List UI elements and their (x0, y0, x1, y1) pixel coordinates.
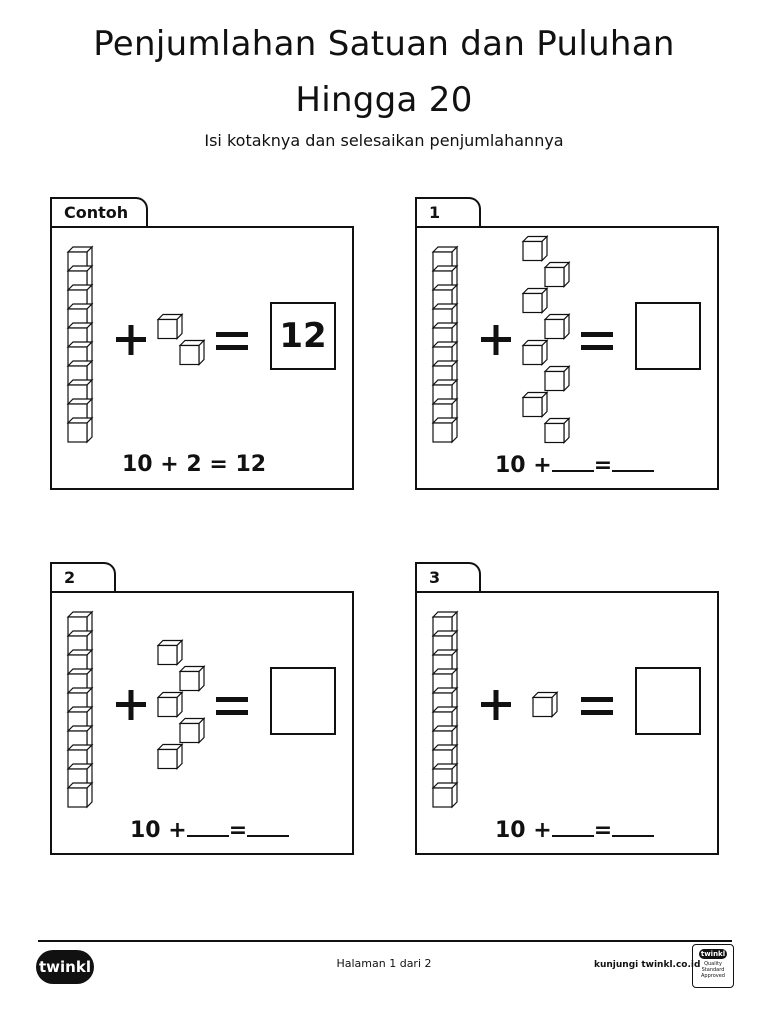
ones-cubes (523, 237, 569, 443)
plus-sign (481, 325, 511, 355)
answer-box[interactable] (270, 667, 336, 735)
card-example (50, 226, 354, 490)
plus-sign (116, 690, 146, 720)
page-title-line-2: Hingga 20 (295, 80, 473, 120)
tab-3: 3 (415, 562, 481, 592)
page-number: Halaman 1 dari 2 (336, 957, 432, 970)
equals-sign (216, 697, 248, 715)
answer-box[interactable]: 12 (270, 302, 336, 370)
equals-sign (581, 332, 613, 350)
quality-seal-icon: twinkl Quality Standard Approved (692, 944, 734, 988)
blank-ones[interactable] (552, 817, 594, 837)
blank-result[interactable] (612, 452, 654, 472)
card-1 (415, 226, 719, 490)
ones-cubes (158, 641, 204, 769)
ones-cubes (158, 315, 204, 365)
equation: 10 + 2 = 12 (122, 452, 267, 477)
equation: 10 + = (495, 817, 654, 843)
card-3 (415, 591, 719, 855)
instructions: Isi kotaknya dan selesaikan penjumlahannya (204, 131, 564, 150)
answer-box[interactable] (635, 302, 701, 370)
blank-result[interactable] (612, 817, 654, 837)
equation: 10 + = (130, 817, 289, 843)
footer-divider (38, 940, 732, 942)
plus-sign (116, 325, 146, 355)
blank-ones[interactable] (552, 452, 594, 472)
plus-sign (481, 690, 511, 720)
tens-rod (433, 247, 457, 442)
twinkl-logo: twinkl (36, 950, 94, 984)
tab-2: 2 (50, 562, 116, 592)
blank-ones[interactable] (187, 817, 229, 837)
tab-1: 1 (415, 197, 481, 227)
tens-rod (433, 612, 457, 807)
card-2 (50, 591, 354, 855)
page-title-line-1: Penjumlahan Satuan dan Puluhan (93, 24, 675, 64)
equals-sign (581, 697, 613, 715)
tab-contoh: Contoh (50, 197, 148, 227)
tens-rod (68, 247, 92, 442)
website-link[interactable]: kunjungi twinkl.co.id (594, 960, 701, 970)
ones-cubes (533, 693, 557, 717)
blank-result[interactable] (247, 817, 289, 837)
equation: 10 + = (495, 452, 654, 478)
answer-box[interactable] (635, 667, 701, 735)
tens-rod (68, 612, 92, 807)
equals-sign (216, 332, 248, 350)
